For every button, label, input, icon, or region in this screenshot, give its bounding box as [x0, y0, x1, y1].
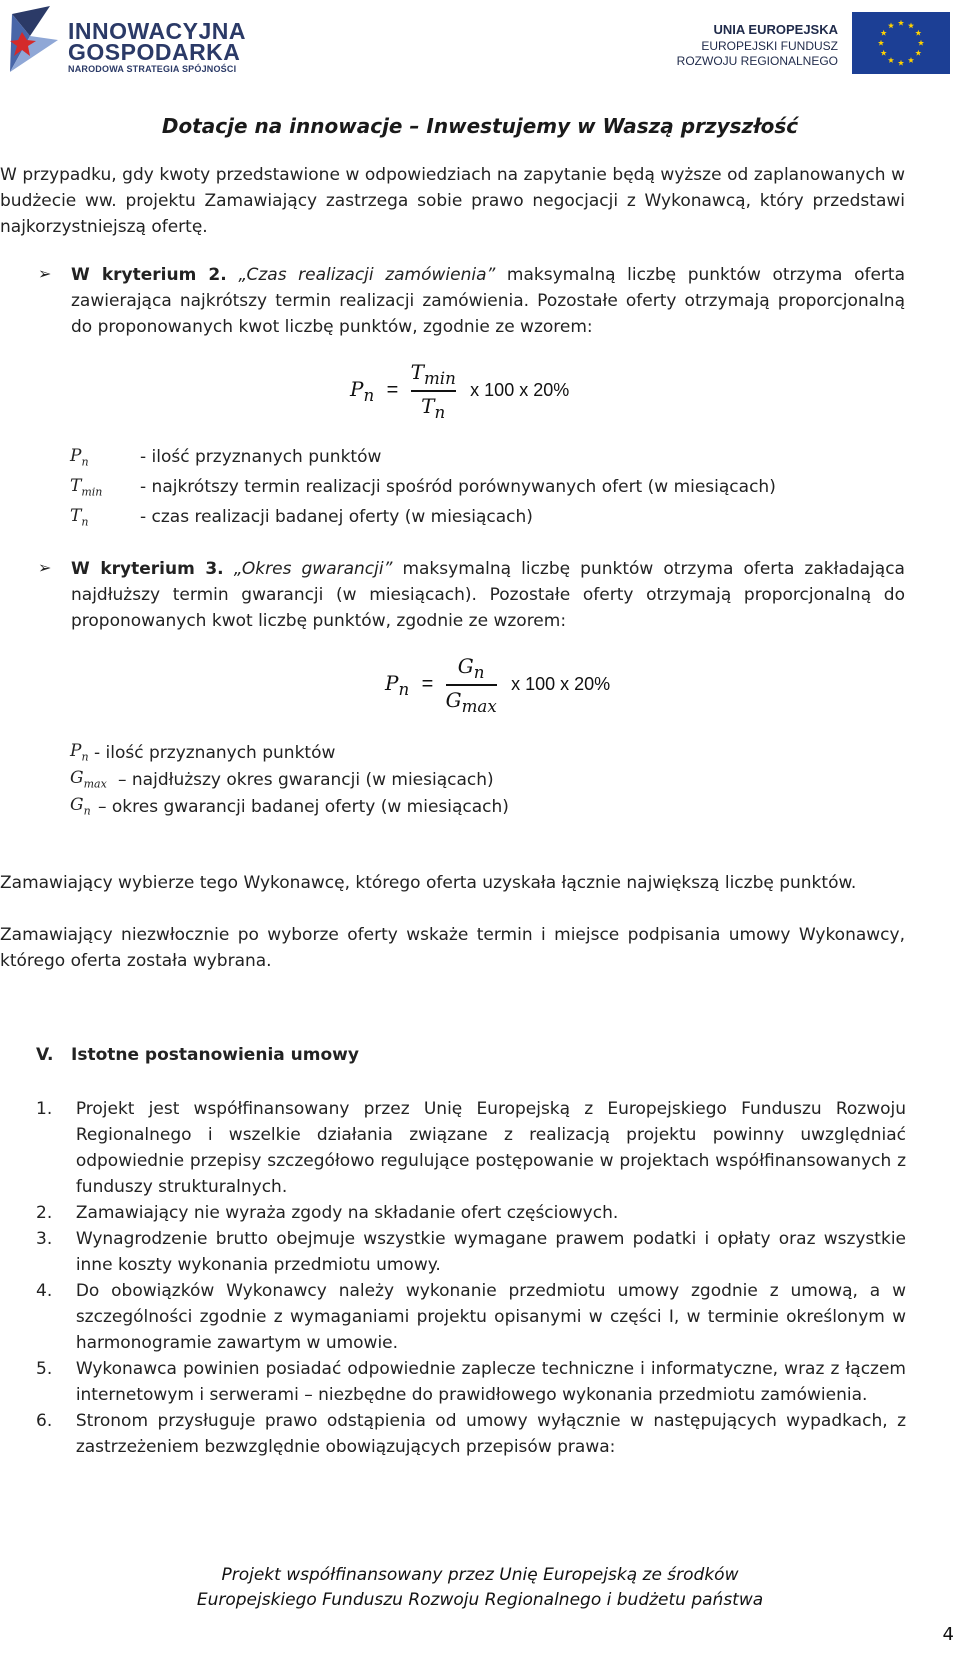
legend-2-row: $P_n$ - ilość przyznanych punktów — [70, 446, 382, 469]
formula-2-lhs: $P_n$ — [350, 377, 375, 406]
choice-paragraph-1: Zamawiający wybierze tego Wykonawcę, którego oferta uzyskała łącznie największą liczbę punktów. — [0, 873, 857, 893]
choice-paragraph-2: Zamawiający niezwłocznie po wyborze oferty wskaże termin i miejsce podpisania umowy Wykonawcy, którego oferta została wybrana. — [0, 925, 905, 971]
kryterium-2-paragraph — [71, 262, 905, 340]
bullet-arrow-icon: ➢ — [38, 558, 52, 577]
ig-title-line2: GOSPODARKA — [68, 39, 241, 65]
kryterium-2-lead: W kryterium 2. — [71, 265, 227, 285]
eu-title: UNIA EUROPEJSKA — [713, 22, 838, 37]
list-item: 4. Do obowiązków Wykonawcy należy wykonanie przedmiotu umowy zgodnie z umową, a w szczególności zgodnie z wymaganiami projektu opisanymi w części I, w terminie określonym w harmonogramie zawartym w umowie. — [36, 1281, 906, 1353]
formula-3-tail: x 100 x 20% — [511, 674, 611, 695]
legend-3-row: $P_n$ - ilość przyznanych punktów — [70, 741, 336, 764]
section-title: Istotne postanowienia umowy — [71, 1045, 359, 1065]
list-item: 5. Wykonawca powinien posiadać odpowiednie zaplecze techniczne i informatyczne, wraz z łączem internetowym i serwerami – niezbędne do prawidłowego wykonania przedmiotu zamówienia. — [36, 1359, 906, 1405]
kryterium-2-text: maksymalną liczbę punktów otrzyma oferta zawierająca najkrótszy termin realizacji zamówienia. Pozostałe oferty otrzymają proporcjonalną do proponowanych kwot liczbę punktów, zgodnie ze wzorem: — [71, 265, 905, 337]
kryterium-3-text: maksymalną liczbę punktów otrzyma oferta zakładająca najdłuższy termin gwarancji (w miesiącach). Pozostałe oferty otrzymają proporcjonalną do proponowanych kwot liczbę punktów, zgodnie ze wzorem: — [71, 559, 905, 631]
eu-fund-line2: ROZWOJU REGIONALNEGO — [676, 54, 838, 68]
page-number: 4 — [942, 1624, 954, 1645]
list-item: 1. Projekt jest współfinansowany przez Unię Europejską z Europejskiego Funduszu Rozwoju Regionalnego i wszelkie działania związane z realizacją projektu powinny uwzględniać odpowiednie przepisy szczegółowo regulujące postępowanie w projektach współfinansowanych z funduszy strukturalnych. — [36, 1099, 906, 1197]
legend-3-row: $G_{max}$ – najdłuższy okres gwarancji (w miesiącach) — [70, 768, 494, 791]
eu-fund-line1: EUROPEJSKI FUNDUSZ — [701, 39, 838, 53]
innowacyjna-gospodarka-logo — [10, 4, 247, 82]
intro-paragraph: W przypadku, gdy kwoty przedstawione w odpowiedziach na zapytanie będą wyższe od zaplanowanych w budżecie ww. projektu Zamawiający zastrzega sobie prawo negocjacji z Wykonawcą, który przedstawi najkorzystniejszą ofertę. — [0, 165, 905, 237]
bullet-arrow-icon: ➢ — [38, 264, 52, 283]
ig-subtitle: NARODOWA STRATEGIA SPÓJNOŚCI — [68, 64, 237, 74]
ig-logo-mark — [10, 6, 60, 74]
conditions-list — [36, 1096, 906, 1460]
kryterium-3-lead: W kryterium 3. — [71, 559, 224, 579]
formula-3-lhs: $P_n$ — [385, 671, 410, 700]
kryterium-2-legend — [70, 444, 900, 534]
eu-flag-icon — [852, 12, 950, 74]
formula-2-equals: = — [386, 379, 399, 402]
list-item: 2. Zamawiający nie wyraża zgody na składanie ofert częściowych. — [36, 1203, 619, 1223]
formula-2-tail: x 100 x 20% — [470, 380, 570, 401]
header-motto: Dotacje na innowacje – Inwestujemy w Waszą przyszłość — [161, 114, 799, 138]
legend-3-row: $G_n$ – okres gwarancji badanej oferty (w miesiącach) — [70, 795, 509, 818]
formula-kryterium-3 — [385, 654, 610, 716]
section-number: V. — [36, 1045, 54, 1065]
legend-2-row: $T_n$ - czas realizacji badanej oferty (w miesiącach) — [70, 506, 533, 529]
footer-line-1: Projekt współfinansowany przez Unię Europejską ze środków — [221, 1565, 739, 1585]
formula-2-fraction: $\frac{T_{min}}{T_n}$ — [410, 360, 456, 422]
kryterium-3-legend — [70, 740, 900, 821]
legend-2-row: $T_{min}$ - najkrótszy termin realizacji spośród porównywanych ofert (w miesiącach) — [70, 476, 776, 499]
kryterium-3-quote: „Okres gwarancji” — [233, 559, 393, 579]
formula-3-equals: = — [421, 673, 434, 696]
list-item: 3. Wynagrodzenie brutto obejmuje wszystkie wymagane prawem podatki i opłaty oraz wszystkie inne koszty wykonania przedmiotu umowy. — [36, 1229, 906, 1275]
formula-3-fraction: $\frac{G_n}{G_{max}}$ — [445, 654, 497, 716]
formula-kryterium-2 — [350, 360, 569, 422]
kryterium-3-paragraph — [71, 556, 905, 634]
kryterium-2-quote: „Czas realizacji zamówienia” — [238, 265, 496, 285]
list-item: 6. Stronom przysługuje prawo odstąpienia od umowy wyłącznie w następujących wypadkach, z zastrzeżeniem bezwzględnie obowiązujących przepisów prawa: — [36, 1411, 906, 1457]
eu-logo — [620, 12, 950, 74]
footer-line-2: Europejskiego Funduszu Rozwoju Regionalnego i budżetu państwa — [196, 1590, 764, 1610]
ig-title-line1: INNOWACYJNA — [68, 18, 247, 44]
